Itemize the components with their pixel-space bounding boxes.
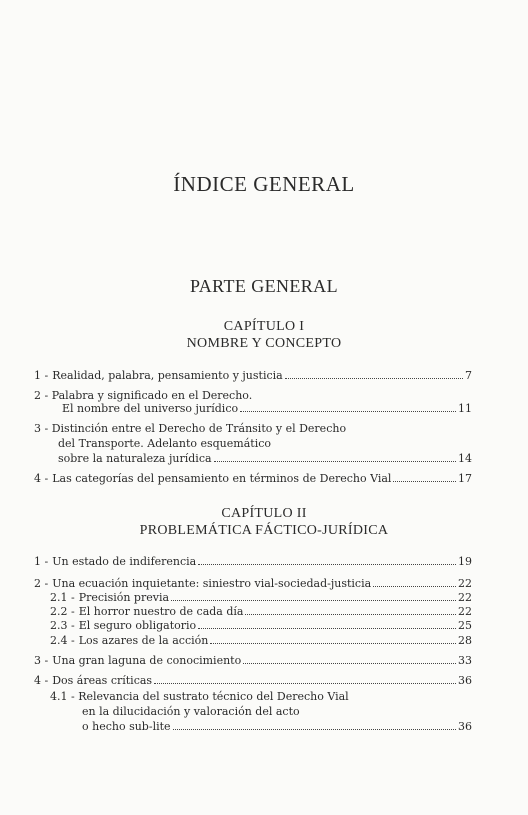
toc-entry-2-2-4: 2.4 - Los azares de la acción 28	[50, 634, 472, 647]
toc-entry-2-4: 4 - Dos áreas críticas 36	[34, 674, 472, 687]
toc-entry-1-2: El nombre del universo jurídico 11	[62, 402, 472, 415]
chapter-2-title: PROBLEMÁTICA FÁCTICO-JURÍDICA	[139, 523, 389, 538]
toc-entry-2-2-2: 2.2 - El horror nuestro de cada día 22	[50, 605, 472, 618]
toc-entry-2-3: 3 - Una gran laguna de conocimiento 33	[34, 654, 472, 667]
toc-entry-2-2-1: 2.1 - Precisión previa 22	[50, 591, 472, 604]
toc-entry-2-2: 2 - Una ecuación inquietante: siniestro vial-sociedad-justicia 22	[34, 577, 472, 590]
toc-entry-1-1: 1 - Realidad, palabra, pensamiento y justicia 7	[34, 369, 472, 382]
chapter-2-label: CAPÍTULO II	[221, 506, 307, 521]
toc-entry-1-2-line1: 2 - Palabra y significado en el Derecho.	[34, 389, 253, 402]
toc-entry-2-4-1-line1: 4.1 - Relevancia del sustrato técnico del Derecho Vial	[50, 690, 349, 703]
toc-entry-1-3-line2: del Transporte. Adelanto esquemático	[58, 437, 271, 450]
toc-entry-2-4-1-line2: en la dilucidación y valoración del acto	[82, 705, 300, 718]
chapter-1-title: NOMBRE Y CONCEPTO	[186, 336, 342, 351]
toc-entry-1-4: 4 - Las categorías del pensamiento en términos de Derecho Vial 17	[34, 472, 472, 485]
toc-entry-2-4-1: o hecho sub-lite 36	[82, 720, 472, 733]
chapter-1-label: CAPÍTULO I	[223, 319, 305, 334]
toc-entry-1-3-line1: 3 - Distinción entre el Derecho de Tránsito y el Derecho	[34, 422, 347, 435]
toc-entry-2-1: 1 - Un estado de indiferencia 19	[34, 555, 472, 568]
part-heading: PARTE GENERAL	[190, 276, 338, 296]
page-title: ÍNDICE GENERAL	[173, 172, 355, 196]
toc-entry-1-3: sobre la naturaleza jurídica 14	[58, 452, 472, 465]
toc-entry-2-2-3: 2.3 - El seguro obligatorio 25	[50, 619, 472, 632]
